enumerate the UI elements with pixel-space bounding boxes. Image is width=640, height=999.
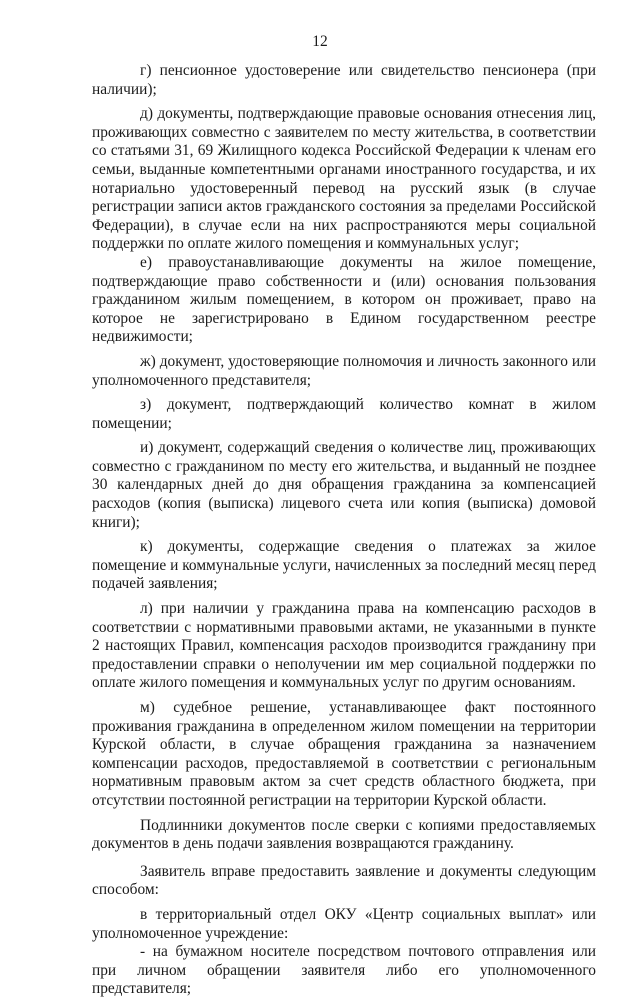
paragraph-title-documents: е) правоустанавливающие документы на жилое помещение, подтверждающие право собственности и (или) основания пользования гражданином жилым помещением, в котором он проживает, право на которое не зарегистрировано в Едином государственном реестре недвижимости;	[92, 253, 596, 346]
paragraph-submission-methods: Заявитель вправе предоставить заявление и документы следующим способом:	[92, 862, 596, 899]
paragraph-pension-certificate: г) пенсионное удостоверение или свидетельство пенсионера (при наличии);	[92, 62, 596, 98]
paragraph-originals-returned: Подлинники документов после сверки с копиями предоставляемых документов в день подачи заявления возвращаются гражданину.	[92, 816, 596, 853]
paragraph-representative-documents: ж) документ, удостоверяющие полномочия и личность законного или уполномоченного представителя;	[92, 352, 596, 389]
paragraph-paper-submission: - на бумажном носителе посредством почтового отправления или при личном обращении заявителя либо его уполномоченного представителя;	[92, 943, 596, 998]
paragraph-territorial-office: в территориальный отдел ОКУ «Центр социальных выплат» или уполномоченное учреждение:	[92, 905, 596, 942]
page-number: 12	[312, 33, 328, 50]
paragraph-residents-count-document: и) документ, содержащий сведения о количестве лиц, проживающих совместно с гражданином по месту его жительства, и выданный не позднее 30 календарных дней до дня обращения гражданина за компенсацией расходов (копия (выписка) лицевого счета или копия (выписка) домовой книги);	[92, 439, 596, 531]
paragraph-payment-documents: к) документы, содержащие сведения о платежах за жилое помещение и коммунальные услуги, начисленных за последний месяц перед подачей заявления;	[92, 538, 596, 593]
paragraph-room-count-document: з) документ, подтверждающий количество комнат в жилом помещении;	[92, 396, 596, 432]
document-body	[92, 62, 596, 999]
paragraph-court-decision: м) судебное решение, устанавливающее факт постоянного проживания гражданина в определенном жилом помещении на территории Курской области, в случае обращения гражданина за назначением компенсации расходов, предоставляемой в соответствии с региональным нормативным правовым актом за счет средств областного бюджета, при отсутствии постоянной регистрации на территории Курской области.	[92, 699, 596, 809]
paragraph-family-documents: д) документы, подтверждающие правовые основания отнесения лиц, проживающих совместно с заявителем по месту жительства, в соответствии со статьями 31, 69 Жилищного кодекса Российской Федерации к членам его семьи, выданные компетентными органами иностранного государства, и их нотариально удостоверенный перевод на русский язык (в случае регистрации записи актов гражданского состояния за пределами Российской Федерации), в случае если на них распространяются меры социальной поддержки по оплате жилого помещения и коммунальных услуг;	[92, 105, 596, 253]
paragraph-compensation-rights: л) при наличии у гражданина права на компенсацию расходов в соответствии с нормативными правовыми актами, не указанными в пункте 2 настоящих Правил, компенсация расходов производится гражданину при предоставлении справки о неполучении им мер социальной поддержки по оплате жилого помещения и коммунальных услуг по другим основаниям.	[92, 600, 596, 692]
